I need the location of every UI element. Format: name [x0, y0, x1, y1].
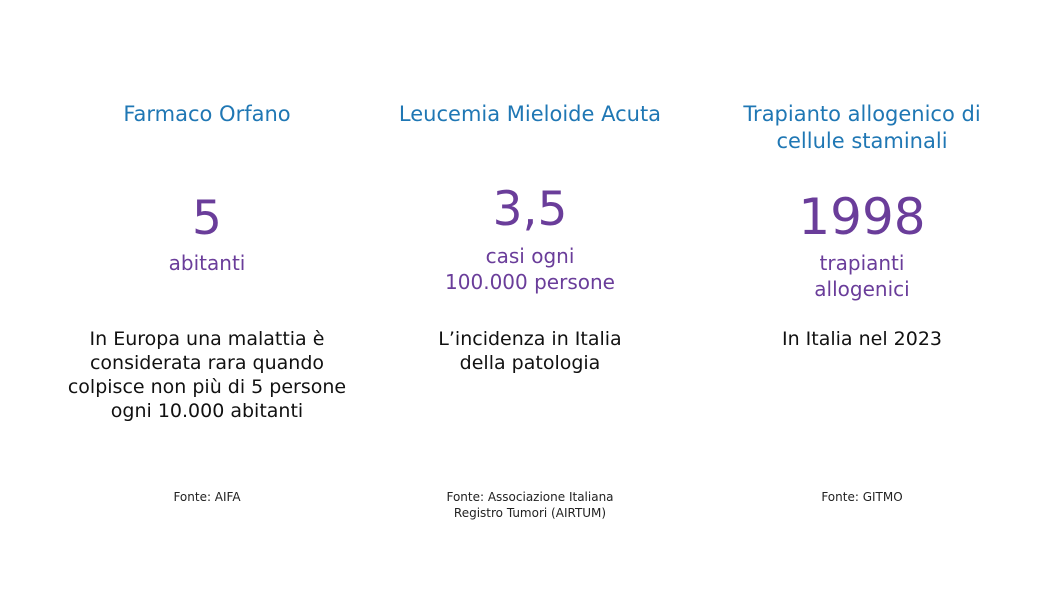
stat-unit: casi ogni 100.000 persone: [445, 244, 615, 294]
column-heading: Farmaco Orfano: [123, 102, 291, 126]
stat-description: In Italia nel 2023: [781, 328, 943, 350]
stat-description: L’incidenza in Italia della patologia: [438, 328, 622, 374]
stat-description: In Europa una malattia è considerata rara quando colpisce non più di 5 persone ogni 10.000 abitanti: [67, 328, 347, 422]
source-note: Fonte: Associazione Italiana Registro Tumori (AIRTUM): [446, 490, 614, 520]
stat-unit: trapianti allogenici: [814, 251, 910, 301]
stat-value: 3,5: [492, 182, 568, 237]
column-heading: Trapianto allogenico di cellule staminali: [743, 102, 981, 153]
stat-column-aml: [370, 0, 690, 595]
column-heading: Leucemia Mieloide Acuta: [398, 102, 662, 126]
stat-unit: abitanti: [168, 251, 246, 275]
stat-column-transplant: [702, 0, 1022, 595]
source-note: Fonte: AIFA: [173, 490, 241, 504]
source-note: Fonte: GITMO: [821, 490, 903, 504]
stat-column-orphan-drug: [47, 0, 367, 595]
stat-value: 1998: [798, 188, 926, 246]
stat-value: 5: [192, 191, 222, 246]
